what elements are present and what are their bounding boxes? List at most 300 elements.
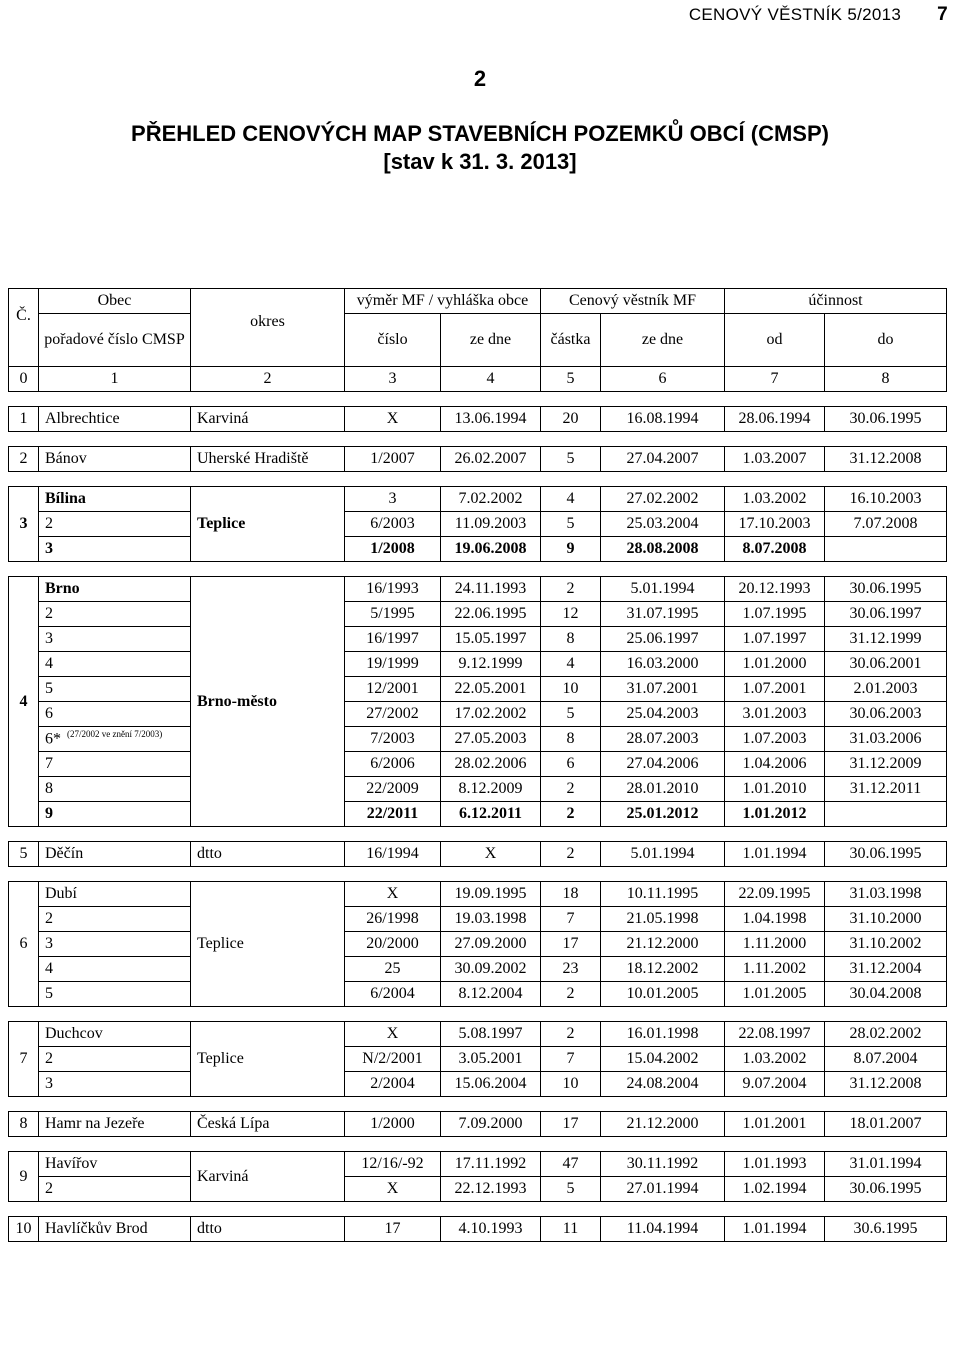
- table-row: [9, 1177, 947, 1202]
- ze-dne-cell: 19.03.1998: [441, 907, 541, 932]
- ze-dne-cell: 8.12.2004: [441, 982, 541, 1007]
- obec-cell: [39, 602, 191, 627]
- obec-cell: [39, 537, 191, 562]
- ze-dne-cell: 30.09.2002: [441, 957, 541, 982]
- do-cell: 30.04.2008: [825, 982, 947, 1007]
- obec-name: 4: [45, 960, 53, 977]
- od-cell: 1.03.2007: [725, 447, 825, 472]
- ze-dne-cell: 27.05.2003: [441, 727, 541, 752]
- obec-name: 3: [45, 540, 53, 557]
- ze-dne-cell: 13.06.1994: [441, 407, 541, 432]
- od-cell: 22.09.1995: [725, 882, 825, 907]
- obec-cell: [39, 627, 191, 652]
- spacer-cell: [9, 867, 947, 882]
- cislo-cell: 2/2004: [345, 1072, 441, 1097]
- castka-cell: 23: [541, 957, 601, 982]
- ze-dne-cell: 3.05.2001: [441, 1047, 541, 1072]
- section-number: 2: [473, 66, 487, 91]
- od-cell: 1.01.2010: [725, 777, 825, 802]
- do-cell: 30.06.1995: [825, 407, 947, 432]
- index-cell: 3: [345, 367, 441, 392]
- obec-cell: [39, 752, 191, 777]
- index-cell: 4: [441, 367, 541, 392]
- obec-name: 9: [45, 805, 53, 822]
- cislo-cell: X: [345, 1177, 441, 1202]
- od-cell: 22.08.1997: [725, 1022, 825, 1047]
- od-cell: 1.07.2001: [725, 677, 825, 702]
- spacer-cell: [9, 472, 947, 487]
- od-cell: 1.01.2001: [725, 1112, 825, 1137]
- vestnik-ze-dne-cell: 10.01.2005: [601, 982, 725, 1007]
- castka-cell: 5: [541, 1177, 601, 1202]
- castka-cell: 2: [541, 802, 601, 827]
- obec-cell: [39, 512, 191, 537]
- cislo-cell: N/2/2001: [345, 1047, 441, 1072]
- header-ucinnost: účinnost: [725, 289, 947, 314]
- od-cell: 1.02.1994: [725, 1177, 825, 1202]
- do-cell: 16.10.2003: [825, 487, 947, 512]
- cislo-cell: 6/2006: [345, 752, 441, 777]
- ze-dne-cell: 24.11.1993: [441, 577, 541, 602]
- okres-cell: Česká Lípa: [191, 1112, 345, 1137]
- cislo-cell: X: [345, 1022, 441, 1047]
- od-cell: 17.10.2003: [725, 512, 825, 537]
- vestnik-ze-dne-cell: 10.11.1995: [601, 882, 725, 907]
- journal-title: CENOVÝ VĚSTNÍK 5/2013: [688, 5, 902, 24]
- castka-cell: 5: [541, 447, 601, 472]
- okres-cell: Karviná: [191, 407, 345, 432]
- header-od: od: [725, 314, 825, 367]
- ze-dne-cell: 15.05.1997: [441, 627, 541, 652]
- obec-name: 2: [45, 1050, 53, 1067]
- table-row: [9, 1072, 947, 1097]
- od-cell: 9.07.2004: [725, 1072, 825, 1097]
- group-spacer: [9, 432, 947, 447]
- obec-name: Dubí: [45, 885, 77, 902]
- table-row: [9, 982, 947, 1007]
- table-row: [9, 512, 947, 537]
- castka-cell: 7: [541, 1047, 601, 1072]
- do-cell: 31.12.2008: [825, 447, 947, 472]
- table-row: [9, 602, 947, 627]
- group-number: 10: [9, 1217, 39, 1242]
- vestnik-ze-dne-cell: 16.08.1994: [601, 407, 725, 432]
- cislo-cell: 26/1998: [345, 907, 441, 932]
- obec-cell: [39, 882, 191, 907]
- spacer-cell: [9, 1097, 947, 1112]
- cislo-cell: 6/2003: [345, 512, 441, 537]
- od-cell: 1.03.2002: [725, 487, 825, 512]
- group-number: 8: [9, 1112, 39, 1137]
- castka-cell: 17: [541, 932, 601, 957]
- castka-cell: 5: [541, 512, 601, 537]
- spacer-cell: [9, 1137, 947, 1152]
- cmsp-table: [8, 288, 947, 1242]
- obec-note: (27/2002 ve znění 7/2003): [67, 729, 163, 740]
- od-cell: 1.07.2003: [725, 727, 825, 752]
- table-row: [9, 447, 947, 472]
- vestnik-ze-dne-cell: 25.06.1997: [601, 627, 725, 652]
- obec-name: 4: [45, 655, 53, 672]
- od-cell: 3.01.2003: [725, 702, 825, 727]
- ze-dne-cell: 22.12.1993: [441, 1177, 541, 1202]
- obec-name: 2: [45, 605, 53, 622]
- vestnik-ze-dne-cell: 31.07.1995: [601, 602, 725, 627]
- obec-cell: [39, 842, 191, 867]
- vestnik-ze-dne-cell: 25.03.2004: [601, 512, 725, 537]
- castka-cell: 4: [541, 652, 601, 677]
- table-row: [9, 487, 947, 512]
- obec-cell: [39, 1177, 191, 1202]
- do-cell: 31.12.2011: [825, 777, 947, 802]
- obec-cell: [39, 487, 191, 512]
- ze-dne-cell: 4.10.1993: [441, 1217, 541, 1242]
- od-cell: 1.07.1997: [725, 627, 825, 652]
- group-spacer: [9, 392, 947, 407]
- cislo-cell: 1/2000: [345, 1112, 441, 1137]
- obec-name: 5: [45, 680, 53, 697]
- group-spacer: [9, 1202, 947, 1217]
- do-cell: 31.12.1999: [825, 627, 947, 652]
- od-cell: 1.01.2012: [725, 802, 825, 827]
- od-cell: 1.03.2002: [725, 1047, 825, 1072]
- do-cell: 8.07.2004: [825, 1047, 947, 1072]
- vestnik-ze-dne-cell: 15.04.2002: [601, 1047, 725, 1072]
- obec-name: 3: [45, 935, 53, 952]
- index-cell: 0: [9, 367, 39, 392]
- vestnik-ze-dne-cell: 27.04.2006: [601, 752, 725, 777]
- index-cell: 7: [725, 367, 825, 392]
- do-cell: 28.02.2002: [825, 1022, 947, 1047]
- spacer-cell: [9, 432, 947, 447]
- obec-cell: [39, 982, 191, 1007]
- okres-cell: dtto: [191, 1217, 345, 1242]
- header-okres: okres: [191, 289, 345, 367]
- do-cell: 30.06.1995: [825, 577, 947, 602]
- obec-cell: [39, 1047, 191, 1072]
- vestnik-ze-dne-cell: 21.05.1998: [601, 907, 725, 932]
- cislo-cell: 16/1993: [345, 577, 441, 602]
- do-cell: 31.10.2000: [825, 907, 947, 932]
- table-row: [9, 752, 947, 777]
- castka-cell: 8: [541, 627, 601, 652]
- header-do: do: [825, 314, 947, 367]
- obec-name: Havlíčkův Brod: [45, 1220, 148, 1237]
- table-body: [9, 392, 947, 1242]
- castka-cell: 2: [541, 982, 601, 1007]
- group-number: 1: [9, 407, 39, 432]
- vestnik-ze-dne-cell: 16.01.1998: [601, 1022, 725, 1047]
- od-cell: 1.04.1998: [725, 907, 825, 932]
- do-cell: 7.07.2008: [825, 512, 947, 537]
- castka-cell: 17: [541, 1112, 601, 1137]
- title-line-2: [stav k 31. 3. 2013]: [383, 149, 577, 174]
- obec-name: Duchcov: [45, 1025, 103, 1042]
- ze-dne-cell: 26.02.2007: [441, 447, 541, 472]
- cislo-cell: 25: [345, 957, 441, 982]
- castka-cell: 2: [541, 777, 601, 802]
- cislo-cell: 19/1999: [345, 652, 441, 677]
- vestnik-ze-dne-cell: 21.12.2000: [601, 932, 725, 957]
- do-cell: 18.01.2007: [825, 1112, 947, 1137]
- table-row: [9, 1112, 947, 1137]
- obec-cell: [39, 1072, 191, 1097]
- castka-cell: 2: [541, 577, 601, 602]
- group-spacer: [9, 472, 947, 487]
- do-cell: 31.12.2009: [825, 752, 947, 777]
- header-vymer: výměr MF / vyhláška obce: [345, 289, 541, 314]
- ze-dne-cell: X: [441, 842, 541, 867]
- vestnik-ze-dne-cell: 27.02.2002: [601, 487, 725, 512]
- group-number: 6: [9, 882, 39, 1007]
- obec-name: 6: [45, 705, 53, 722]
- obec-name: Hamr na Jezeře: [45, 1115, 145, 1132]
- vestnik-ze-dne-cell: 16.03.2000: [601, 652, 725, 677]
- obec-cell: [39, 777, 191, 802]
- cislo-cell: 16/1994: [345, 842, 441, 867]
- header-vestnik: Cenový věstník MF: [541, 289, 725, 314]
- page-title: [0, 120, 960, 176]
- obec-name: 8: [45, 780, 53, 797]
- od-cell: 1.11.2000: [725, 932, 825, 957]
- do-cell: 31.03.2006: [825, 727, 947, 752]
- obec-cell: [39, 1152, 191, 1177]
- table-row: [9, 627, 947, 652]
- ze-dne-cell: 9.12.1999: [441, 652, 541, 677]
- group-number: 4: [9, 577, 39, 827]
- do-cell: 30.06.2001: [825, 652, 947, 677]
- ze-dne-cell: 15.06.2004: [441, 1072, 541, 1097]
- header-vestnik-ze-dne: ze dne: [601, 314, 725, 367]
- castka-cell: 7: [541, 907, 601, 932]
- group-number: 7: [9, 1022, 39, 1097]
- table-row: [9, 802, 947, 827]
- do-cell: 30.6.1995: [825, 1217, 947, 1242]
- obec-cell: [39, 652, 191, 677]
- obec-cell: [39, 702, 191, 727]
- castka-cell: 11: [541, 1217, 601, 1242]
- table-row: [9, 652, 947, 677]
- ze-dne-cell: 17.02.2002: [441, 702, 541, 727]
- table-row: [9, 1217, 947, 1242]
- title-line-1: PŘEHLED CENOVÝCH MAP STAVEBNÍCH POZEMKŮ OBCÍ (CMSP): [131, 121, 829, 146]
- vestnik-ze-dne-cell: 31.07.2001: [601, 677, 725, 702]
- obec-cell: [39, 957, 191, 982]
- cislo-cell: 3: [345, 487, 441, 512]
- table-row: [9, 1047, 947, 1072]
- okres-cell: dtto: [191, 842, 345, 867]
- do-cell: 31.12.2008: [825, 1072, 947, 1097]
- obec-name: 6*: [45, 730, 61, 748]
- do-cell: 30.06.1995: [825, 842, 947, 867]
- od-cell: 1.04.2006: [725, 752, 825, 777]
- obec-name: Bílina: [45, 490, 86, 507]
- cislo-cell: 6/2004: [345, 982, 441, 1007]
- ze-dne-cell: 6.12.2011: [441, 802, 541, 827]
- obec-cell: [39, 407, 191, 432]
- castka-cell: 10: [541, 1072, 601, 1097]
- cislo-cell: 22/2009: [345, 777, 441, 802]
- castka-cell: 4: [541, 487, 601, 512]
- castka-cell: 18: [541, 882, 601, 907]
- obec-name: Děčín: [45, 845, 84, 862]
- castka-cell: 12: [541, 602, 601, 627]
- do-cell: [825, 537, 947, 562]
- group-number: 9: [9, 1152, 39, 1202]
- cislo-cell: X: [345, 407, 441, 432]
- spacer-cell: [9, 1202, 947, 1217]
- spacer-cell: [9, 1007, 947, 1022]
- obec-name: 2: [45, 1180, 53, 1197]
- cislo-cell: 1/2008: [345, 537, 441, 562]
- okres-cell: Uherské Hradiště: [191, 447, 345, 472]
- ze-dne-cell: 22.05.2001: [441, 677, 541, 702]
- table-row: [9, 957, 947, 982]
- index-cell: 8: [825, 367, 947, 392]
- cislo-cell: 20/2000: [345, 932, 441, 957]
- ze-dne-cell: 5.08.1997: [441, 1022, 541, 1047]
- ze-dne-cell: 19.09.1995: [441, 882, 541, 907]
- obec-name: Albrechtice: [45, 410, 120, 427]
- ze-dne-cell: 19.06.2008: [441, 537, 541, 562]
- obec-cell: [39, 932, 191, 957]
- castka-cell: 2: [541, 842, 601, 867]
- obec-name: 2: [45, 910, 53, 927]
- obec-name: 3: [45, 630, 53, 647]
- ze-dne-cell: 17.11.1992: [441, 1152, 541, 1177]
- vestnik-ze-dne-cell: 27.01.1994: [601, 1177, 725, 1202]
- ze-dne-cell: 22.06.1995: [441, 602, 541, 627]
- spacer-cell: [9, 562, 947, 577]
- table-row: [9, 842, 947, 867]
- index-cell: 6: [601, 367, 725, 392]
- index-cell: 5: [541, 367, 601, 392]
- castka-cell: 8: [541, 727, 601, 752]
- header-ze-dne: ze dne: [441, 314, 541, 367]
- table-row: [9, 677, 947, 702]
- od-cell: 1.01.1993: [725, 1152, 825, 1177]
- obec-cell: [39, 1217, 191, 1242]
- castka-cell: 2: [541, 1022, 601, 1047]
- od-cell: 8.07.2008: [725, 537, 825, 562]
- cislo-cell: 12/2001: [345, 677, 441, 702]
- castka-cell: 47: [541, 1152, 601, 1177]
- obec-cell: [39, 907, 191, 932]
- ze-dne-cell: 7.09.2000: [441, 1112, 541, 1137]
- do-cell: [825, 802, 947, 827]
- od-cell: 20.12.1993: [725, 577, 825, 602]
- do-cell: 31.10.2002: [825, 932, 947, 957]
- castka-cell: 5: [541, 702, 601, 727]
- do-cell: 31.03.1998: [825, 882, 947, 907]
- table-row: [9, 907, 947, 932]
- group-number: 2: [9, 447, 39, 472]
- ze-dne-cell: 11.09.2003: [441, 512, 541, 537]
- cislo-cell: 17: [345, 1217, 441, 1242]
- header-index-row: [9, 367, 947, 392]
- header-obec: Obec: [39, 289, 191, 314]
- obec-name: 7: [45, 755, 53, 772]
- table-row: [9, 702, 947, 727]
- ze-dne-cell: 28.02.2006: [441, 752, 541, 777]
- table-row: [9, 537, 947, 562]
- cislo-cell: 27/2002: [345, 702, 441, 727]
- vestnik-ze-dne-cell: 27.04.2007: [601, 447, 725, 472]
- header-c: Č.: [9, 289, 39, 367]
- do-cell: 31.01.1994: [825, 1152, 947, 1177]
- do-cell: 31.12.2004: [825, 957, 947, 982]
- cislo-cell: X: [345, 882, 441, 907]
- od-cell: 1.11.2002: [725, 957, 825, 982]
- header-castka: částka: [541, 314, 601, 367]
- obec-name: 3: [45, 1075, 53, 1092]
- table-header: [9, 289, 947, 392]
- table-row: [9, 882, 947, 907]
- do-cell: 2.01.2003: [825, 677, 947, 702]
- table-row: [9, 407, 947, 432]
- vestnik-ze-dne-cell: 28.08.2008: [601, 537, 725, 562]
- running-header: [689, 4, 948, 26]
- okres-cell: Brno-město: [191, 577, 345, 827]
- spacer-cell: [9, 392, 947, 407]
- vestnik-ze-dne-cell: 21.12.2000: [601, 1112, 725, 1137]
- do-cell: 30.06.2003: [825, 702, 947, 727]
- do-cell: 30.06.1997: [825, 602, 947, 627]
- od-cell: 28.06.1994: [725, 407, 825, 432]
- cislo-cell: 1/2007: [345, 447, 441, 472]
- vestnik-ze-dne-cell: 11.04.1994: [601, 1217, 725, 1242]
- obec-name: Brno: [45, 580, 80, 597]
- obec-name: 5: [45, 985, 53, 1002]
- okres-cell: Teplice: [191, 487, 345, 562]
- od-cell: 1.01.1994: [725, 842, 825, 867]
- obec-cell: [39, 1112, 191, 1137]
- ze-dne-cell: 7.02.2002: [441, 487, 541, 512]
- group-spacer: [9, 827, 947, 842]
- castka-cell: 10: [541, 677, 601, 702]
- obec-name: 2: [45, 515, 53, 532]
- vestnik-ze-dne-cell: 30.11.1992: [601, 1152, 725, 1177]
- vestnik-ze-dne-cell: 28.01.2010: [601, 777, 725, 802]
- group-spacer: [9, 867, 947, 882]
- spacer-cell: [9, 827, 947, 842]
- table-row: [9, 1152, 947, 1177]
- vestnik-ze-dne-cell: 25.01.2012: [601, 802, 725, 827]
- castka-cell: 20: [541, 407, 601, 432]
- table-row: [9, 777, 947, 802]
- group-spacer: [9, 1097, 947, 1112]
- obec-cell: [39, 677, 191, 702]
- group-spacer: [9, 562, 947, 577]
- castka-cell: 6: [541, 752, 601, 777]
- vestnik-ze-dne-cell: 18.12.2002: [601, 957, 725, 982]
- table-row: [9, 932, 947, 957]
- cislo-cell: 5/1995: [345, 602, 441, 627]
- index-cell: 1: [39, 367, 191, 392]
- group-number: 5: [9, 842, 39, 867]
- od-cell: 1.01.2000: [725, 652, 825, 677]
- obec-name: Bánov: [45, 450, 87, 467]
- ze-dne-cell: 27.09.2000: [441, 932, 541, 957]
- od-cell: 1.01.1994: [725, 1217, 825, 1242]
- cislo-cell: 7/2003: [345, 727, 441, 752]
- do-cell: 30.06.1995: [825, 1177, 947, 1202]
- header-poradove: pořadové číslo CMSP: [39, 314, 191, 367]
- od-cell: 1.01.2005: [725, 982, 825, 1007]
- okres-cell: Teplice: [191, 1022, 345, 1097]
- castka-cell: 9: [541, 537, 601, 562]
- vestnik-ze-dne-cell: 5.01.1994: [601, 842, 725, 867]
